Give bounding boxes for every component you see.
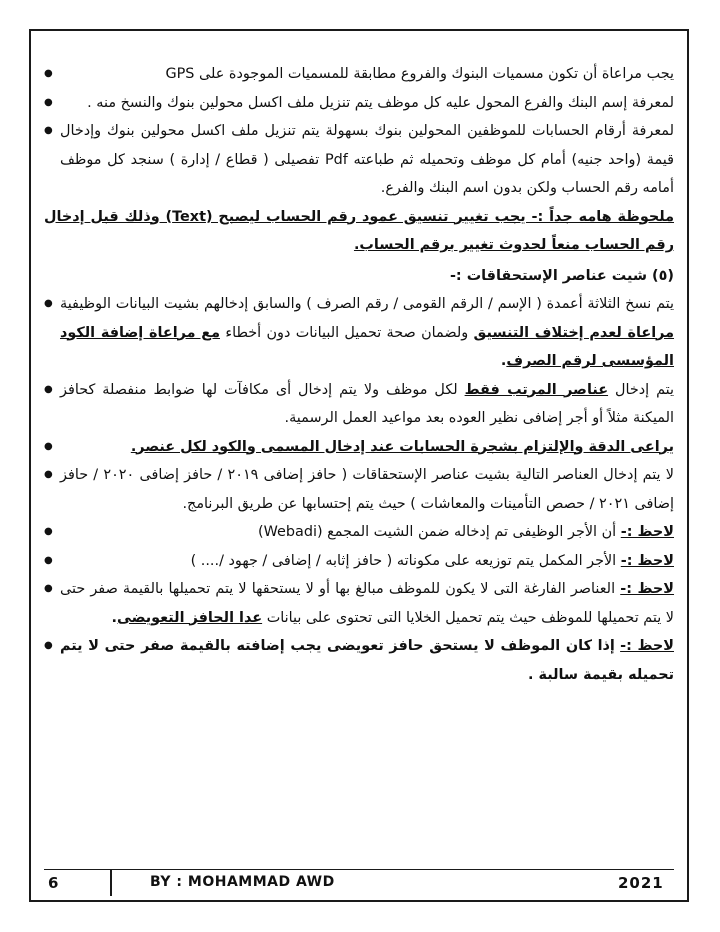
page-number: 6 (48, 874, 59, 892)
document-body (44, 60, 674, 689)
note-item: لاحظ :- العناصر الفارغة التى لا يكون للموظف مبالغ بها أو لا يستحقها لا يتم تحميلها بالقيمة صفر حتى لا يتم تحميلها للموظف حيث يتم تحميل الخلايا التى تحتوى على بيانات عدا الحافز التعويضى. ● (44, 575, 674, 632)
author-credit: BY : MOHAMMAD AWD (150, 874, 335, 890)
section-list (44, 290, 674, 689)
list-item: يتم نسخ الثلاثة أعمدة ( الإسم / الرقم القومى / رقم الصرف ) والسابق إدخالهم بشيت البيانات الوظيفية مراعاة لعدم إختلاف التنسيق ولضمان صحة تحميل البيانات دون أخطاء مع مراعاة إضافة الكود المؤسسى لرقم الصرف. ● (44, 290, 674, 376)
list-item: يراعى الدقة والإلتزام بشجرة الحسابات عند إدخال المسمى والكود لكل عنصر. ● (44, 433, 674, 462)
list-item: لمعرفة إسم البنك والفرع المحول عليه كل موظف يتم تنزيل ملف اكسل محولين بنوك والنسخ منه . ● (44, 89, 674, 118)
note-item: لاحظ :- إذا كان الموظف لا يستحق حافز تعويضى يجب إضافته بالقيمة صفر حتى لا يتم تحميله بقيمة سالبة . ● (44, 632, 674, 689)
footer-year: 2021 (618, 874, 664, 892)
list-item: لا يتم إدخال العناصر التالية بشيت عناصر الإستحقاقات ( حافز إضافى ٢٠١٩ / حافز إضافى ٢٠٢٠ / حافز إضافى ٢٠٢١ / حصص التأمينات والمعاشات ) حيث يتم إحتسابها عن طريق البرنامج. ● (44, 461, 674, 518)
note-item: لاحظ :- أن الأجر الوظيفى تم إدخاله ضمن الشيت المجمع (Webadi) ● (44, 518, 674, 547)
list-item: يجب مراعاة أن تكون مسميات البنوك والفروع مطابقة للمسميات الموجودة على GPS ● (44, 60, 674, 89)
intro-list (44, 60, 674, 203)
section-heading: (٥) شيت عناصر الإستحقاقات :- (449, 267, 674, 284)
list-item: يتم إدخال عناصر المرتب فقط لكل موظف ولا يتم إدخال أى مكافآت لها ضوابط منفصلة كحافز الميكنة مثلاً أو أجر إضافى نظير العوده بعد مواعيد العمل الرسمية. ● (44, 376, 674, 433)
important-note: ملحوظة هامه جداً :- يجب تغيير تنسيق عمود رقم الحساب ليصبح (Text) وذلك قبل إدخال رقم الحساب منعاً لحدوث تغيير برقم الحساب. (44, 208, 674, 253)
footer-divider (44, 869, 674, 870)
footer-separator (110, 870, 112, 896)
list-item: لمعرفة أرقام الحسابات للموظفين المحولين بنوك بسهولة يتم تنزيل ملف اكسل محولين بنوك وإدخال قيمة (واحد جنيه) أمام كل موظف وتحميله ثم طباعته Pdf تفصيلى ( قطاع / إدارة ) سنجد كل موظف أمامه رقم الحساب ولكن بدون اسم البنك والفرع. ● (44, 117, 674, 203)
note-item: لاحظ :- الأجر المكمل يتم توزيعه على مكوناته ( حافز إثابه / إضافى / جهود /.... ) ● (44, 547, 674, 576)
